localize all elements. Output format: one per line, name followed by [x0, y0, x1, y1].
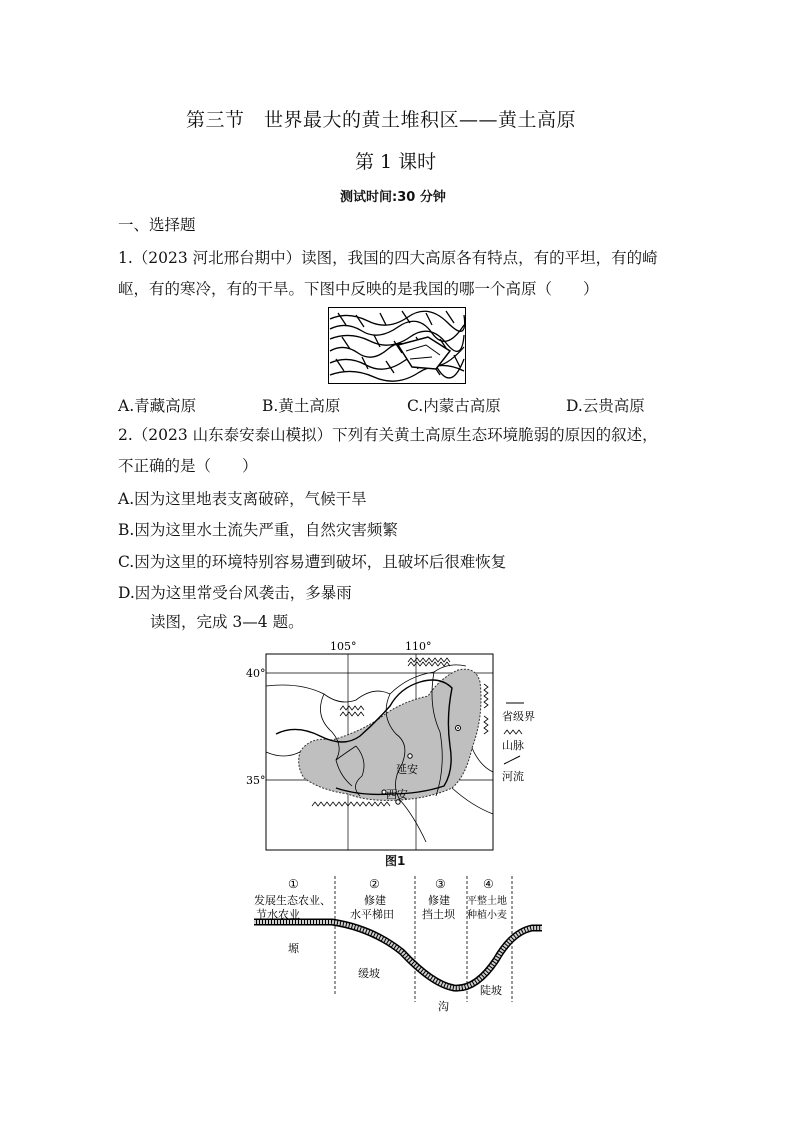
q2-line1: 2.（2023 山东泰安泰山模拟）下列有关黄土高原生态环境脆弱的原因的叙述，: [118, 426, 658, 444]
zone3-label-line1: 修建: [428, 894, 450, 907]
q2-option-b: B.因为这里水土流失严重，自然灾害频繁: [118, 521, 398, 539]
zone-number-4: ④: [483, 877, 494, 891]
page-title: 第三节 世界最大的黄土堆积区——黄土高原: [186, 109, 577, 131]
zone-number-3: ③: [435, 877, 446, 891]
q2-line2: 不正确的是（ ）: [118, 457, 258, 475]
legend-river: 河流: [502, 770, 524, 783]
legend-mountain: 山脉: [502, 739, 524, 752]
q1-line1: 1.（2023 河北邢台期中）读图，我国的四大高原各有特点，有的平坦，有的崎: [118, 249, 658, 267]
zone1-label-line1: 发展生态农业、: [254, 894, 331, 907]
q1-option-a: A.青藏高原: [118, 397, 197, 415]
river-legend-icon: [504, 756, 520, 764]
zone2-label-line2: 水平梯田: [350, 908, 394, 921]
test-time: 测试时间:30 分钟: [340, 190, 446, 205]
lat-label-35: 35°: [246, 774, 266, 787]
lon-label-110: 110°: [405, 640, 432, 653]
loess-plateau-map: [240, 636, 552, 852]
q2-option-a: A.因为这里地表支离破碎，气候干旱: [118, 490, 367, 508]
terrain-yuan: 塬: [288, 942, 299, 955]
terrain-profile-diagram: [252, 874, 544, 1016]
city-xian: 西安: [386, 788, 408, 801]
lon-label-105: 105°: [330, 640, 357, 653]
q34-intro: 读图，完成 3—4 题。: [150, 613, 304, 631]
q1-option-c: C.内蒙古高原: [407, 397, 501, 415]
zone2-label-line1: 修建: [364, 894, 386, 907]
zone1-label-line2: 节水农业: [256, 908, 300, 921]
terrain-gentle-slope: 缓坡: [358, 967, 380, 980]
zone3-label-line2: 挡土坝: [422, 908, 455, 921]
q2-option-d: D.因为这里常受台风袭击，多暴雨: [118, 584, 352, 602]
q1-option-b: B.黄土高原: [262, 397, 341, 415]
figure-caption: 图1: [385, 854, 406, 868]
legend-provincial-boundary: 省级界: [502, 710, 535, 723]
zone-number-2: ②: [369, 877, 380, 891]
terrain-steep-slope: 陡坡: [480, 984, 502, 997]
lesson-subtitle: 第 1 课时: [355, 151, 437, 173]
city-yanan: 延安: [396, 763, 418, 776]
q1-line2: 岖，有的寒冷，有的干旱。下图中反映的是我国的哪一个高原（ ）: [118, 280, 599, 298]
plateau-landscape-image: [328, 307, 466, 384]
q1-option-d: D.云贵高原: [566, 397, 645, 415]
mountain-legend-icon: [504, 730, 522, 734]
zone-number-1: ①: [288, 877, 299, 891]
zone4-label-line2: 种植小麦: [467, 910, 507, 921]
q2-option-c: C.因为这里的环境特别容易遭到破坏，且破坏后很难恢复: [118, 553, 507, 571]
section-heading: 一、选择题: [118, 216, 196, 234]
terrain-gully: 沟: [438, 1000, 449, 1013]
lat-label-40: 40°: [246, 667, 266, 680]
zone4-label-line1: 平整土地: [467, 896, 507, 907]
